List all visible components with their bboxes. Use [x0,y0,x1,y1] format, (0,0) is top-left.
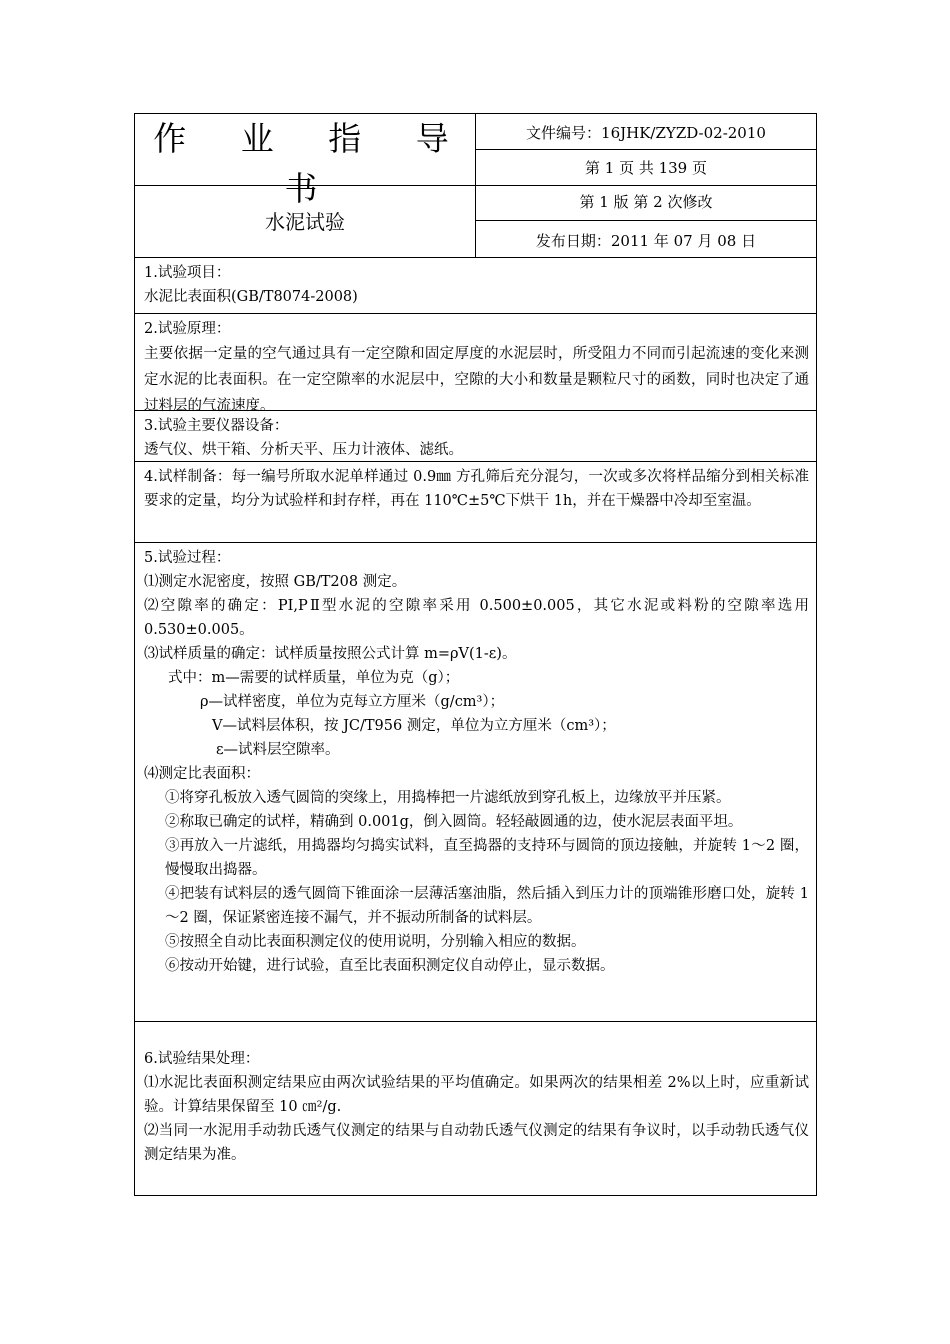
document-title: 作 业 指 导 书 [135,114,475,186]
version-info: 第 1 版 第 2 次修改 [476,187,816,221]
formula-m: 式中：m—需要的试样质量，单位为克（g）； [168,670,460,686]
document-subtitle: 水泥试验 [265,210,345,234]
section-heading: 2.试验原理： [144,321,231,337]
process-step-4: ⑷测定比表面积： [144,766,260,782]
sub-step-5: ⑤按照全自动比表面积测定仪的使用说明，分别输入相应的数据。 [165,934,586,950]
formula-v: V—试料层体积，按 JC/T956 测定，单位为立方厘米（cm³）； [212,718,616,734]
section-test-item [135,258,816,314]
sub-step-3: ③再放入一片滤纸，用捣器均匀捣实试料，直至捣器的支持环与圆筒的顶边接触，并旋转 1～2 圈，慢慢取出捣器。 [165,838,809,878]
header-title-block [135,114,476,257]
section-heading: 1.试验项目： [144,265,231,281]
process-step-2: ⑵空隙率的确定：PI,PⅡ型水泥的空隙率采用 0.500±0.005，其它水泥或料粉的空隙率选用 0.530±0.005。 [144,598,809,638]
section-text: 水泥比表面积(GB/T8074-2008) [144,289,358,305]
section-text: 透气仪、烘干箱、分析天平、压力计液体、滤纸。 [144,442,463,458]
formula-rho: ρ—试样密度，单位为克每立方厘米（g/cm³）； [200,694,505,710]
sub-step-2: ②称取已确定的试样，精确到 0.001g，倒入圆筒。轻轻敲圆通的边，使水泥层表面平坦。 [165,814,743,830]
section-result-processing [135,1022,816,1195]
publish-date: 发布日期：2011 年 07 月 08 日 [535,232,757,250]
document-header [135,114,816,258]
section-test-process [135,543,816,1022]
file-number: 文件编号：16JHK/ZYZD-02-2010 [476,114,816,150]
process-step-1: ⑴测定水泥密度，按照 GB/T208 测定。 [144,574,407,590]
section-heading: 5.试验过程： [144,550,231,566]
section-sample-preparation [135,462,816,543]
sub-step-4: ④把装有试料层的透气圆筒下锥面涂一层薄活塞油脂，然后插入到压力计的顶端锥形磨口处，旋转 1～2 圈，保证紧密连接不漏气，并不振动所制备的试料层。 [165,886,809,926]
header-info-block [476,114,816,257]
result-rule-1: ⑴水泥比表面积测定结果应由两次试验结果的平均值确定。如果两次的结果相差 2%以上时，应重新试验。计算结果保留至 10 ㎝²/g. [144,1075,809,1115]
section-text: 主要依据一定量的空气通过具有一定空隙和固定厚度的水泥层时，所受阻力不同而引起流速的变化来测定水泥的比表面积。在一定空隙率的水泥层中，空隙的大小和数量是颗粒尺寸的函数，同时也决定了通过料层的气流速度。 [144,346,809,414]
section-equipment [135,411,816,462]
process-step-3: ⑶试样质量的确定：试样质量按照公式计算 m=ρV(1-ε)。 [144,646,517,662]
formula-epsilon: ε—试料层空隙率。 [216,742,340,758]
sub-step-6: ⑥按动开始键，进行试验，直至比表面积测定仪自动停止，显示数据。 [165,958,615,974]
page-info: 第 1 页 共 139 页 [476,151,816,186]
section-text: 4.试样制备：每一编号所取水泥单样通过 0.9㎜ 方孔筛后充分混匀，一次或多次将样品缩分到相关标准要求的定量，均分为试验样和封存样，再在 110℃±5℃下烘干 1h，并在干燥器中冷却至室温。 [144,469,809,509]
result-rule-2: ⑵当同一水泥用手动勃氏透气仪测定的结果与自动勃氏透气仪测定的结果有争议时，以手动勃氏透气仪测定结果为准。 [144,1123,809,1163]
work-instruction-document [134,113,817,1196]
section-heading: 3.试验主要仪器设备： [144,418,289,434]
section-heading: 6.试验结果处理： [144,1051,260,1067]
sub-step-1: ①将穿孔板放入透气圆筒的突缘上，用捣棒把一片滤纸放到穿孔板上，边缘放平并压紧。 [165,790,731,806]
section-test-principle [135,314,816,414]
